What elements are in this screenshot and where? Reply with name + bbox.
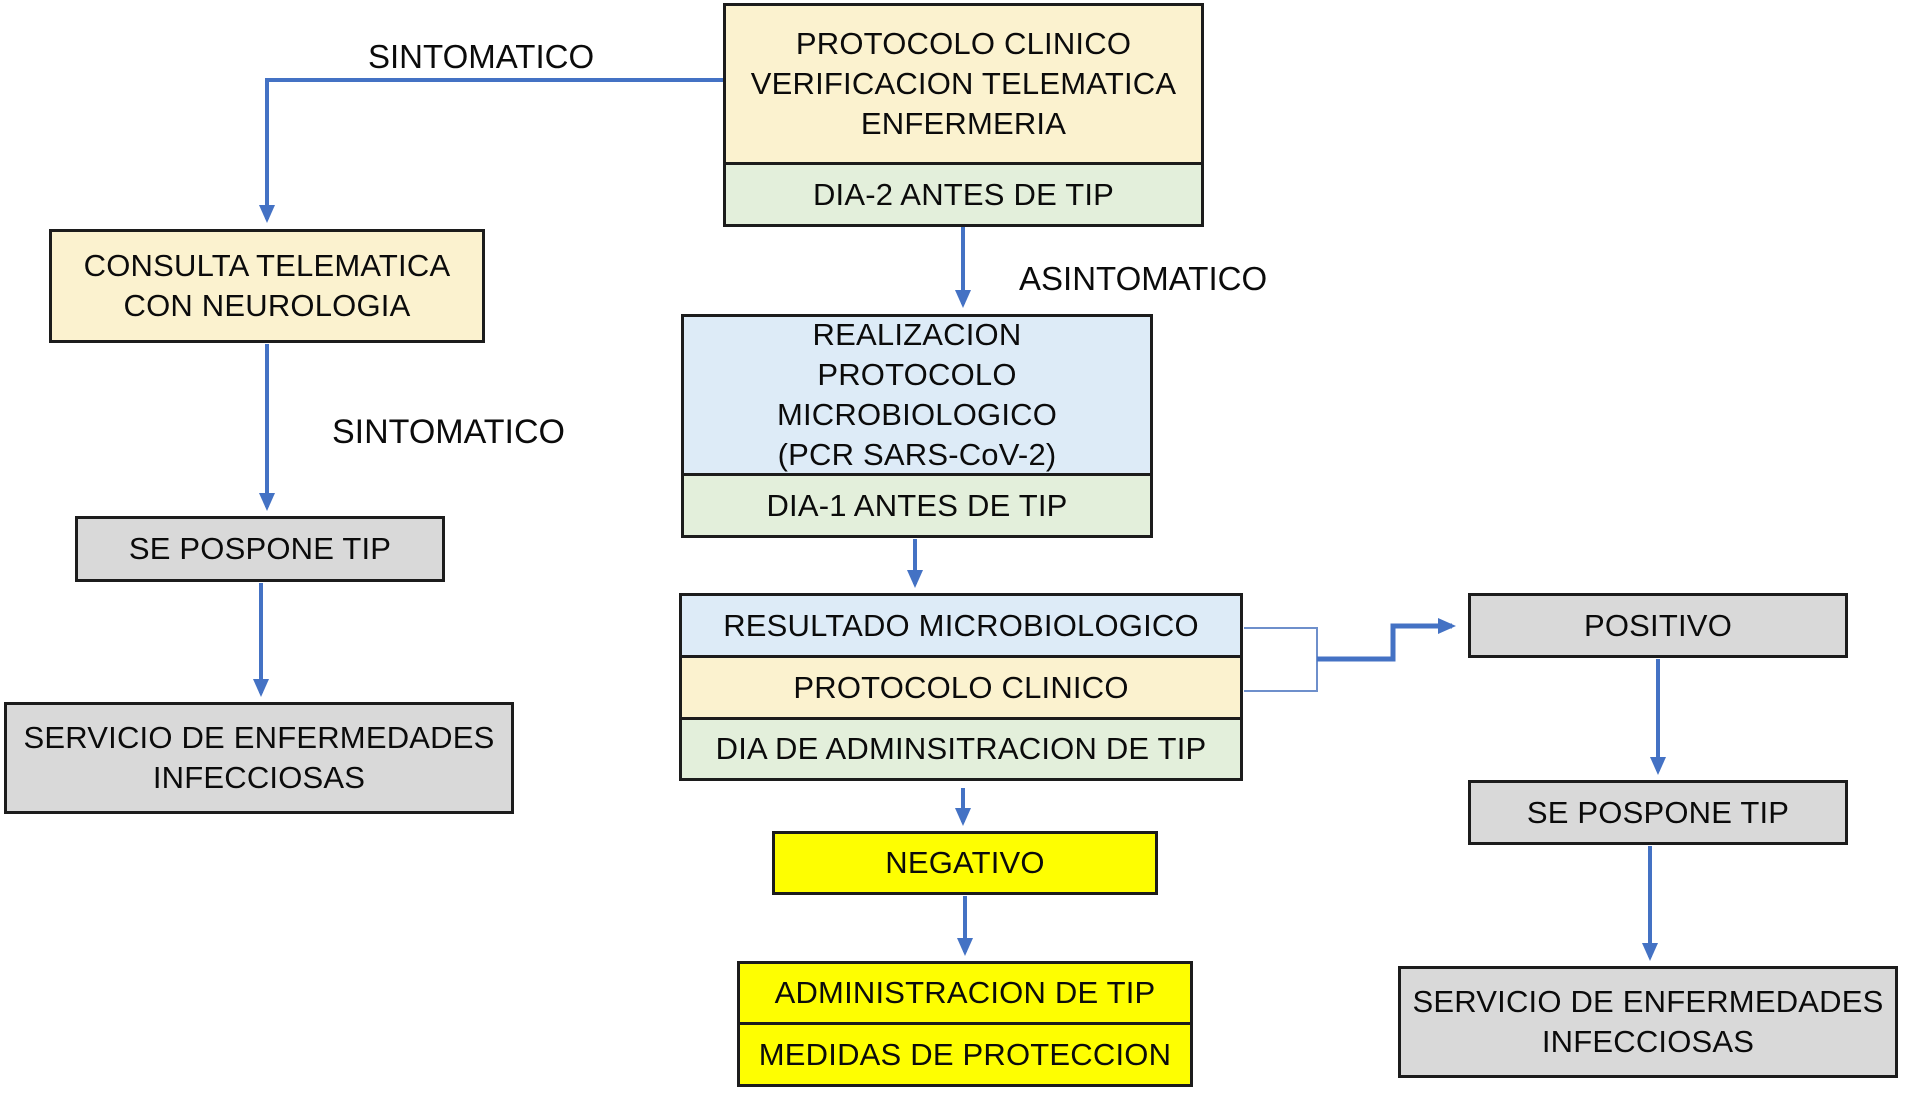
- node-positivo-text: POSITIVO: [1471, 596, 1845, 655]
- node-servicio-infecciosas-left-text: [7, 705, 511, 811]
- node-text-line: PROTOCOLO CLINICO: [795, 26, 1132, 61]
- node-realizacion-microbiologico: [681, 314, 1153, 538]
- node-resultado-microbiologico-s1: RESULTADO MICROBIOLOGICO: [682, 596, 1240, 655]
- node-text-line: CON NEUROLOGIA: [123, 288, 411, 323]
- node-negativo: [772, 831, 1158, 895]
- arrow-to-positivo: [1317, 626, 1452, 659]
- node-protocolo-clinico-title: [726, 6, 1201, 162]
- node-servicio-infecciosas-right-text: [1401, 969, 1895, 1075]
- node-administracion-tip: [737, 961, 1193, 1087]
- node-se-pospone-tip-left: [75, 516, 445, 582]
- arrow-sintomatico-elbow: [267, 80, 723, 219]
- node-text-line: VERIFICACION TELEMATICA: [750, 66, 1177, 101]
- node-administracion-tip-s2: MEDIDAS DE PROTECCION: [740, 1022, 1190, 1084]
- node-resultado-microbiologico-s2: PROTOCOLO CLINICO: [682, 655, 1240, 717]
- node-se-pospone-tip-left-text: SE POSPONE TIP: [78, 519, 442, 579]
- node-realizacion-microbiologico-title: [684, 317, 1150, 473]
- node-negativo-text: NEGATIVO: [775, 834, 1155, 892]
- node-consulta-telematica: [49, 229, 485, 343]
- node-text-line: SERVICIO DE ENFERMEDADES: [23, 720, 495, 755]
- edge-label-asintomatico: ASINTOMATICO: [1019, 260, 1268, 297]
- edge-label-sintomatico-top: SINTOMATICO: [368, 38, 595, 75]
- node-protocolo-clinico: [723, 3, 1204, 227]
- node-se-pospone-tip-right: [1468, 780, 1848, 845]
- node-text-line: ENFERMERIA: [860, 106, 1067, 141]
- node-positivo: [1468, 593, 1848, 658]
- node-administracion-tip-s1: ADMINISTRACION DE TIP: [740, 964, 1190, 1022]
- edge-label-sintomatico-mid: SINTOMATICO: [332, 413, 565, 451]
- node-text-line: INFECCIOSAS: [152, 760, 366, 795]
- node-text-line: PROTOCOLO MICROBIOLOGICO: [776, 357, 1058, 432]
- node-text-line: SERVICIO DE ENFERMEDADES: [1412, 984, 1884, 1019]
- node-text-line: (PCR SARS-CoV-2): [777, 437, 1057, 472]
- node-text-line: CONSULTA TELEMATICA: [83, 248, 451, 283]
- node-text-line: INFECCIOSAS: [1541, 1024, 1755, 1059]
- node-servicio-infecciosas-left: [4, 702, 514, 814]
- node-servicio-infecciosas-right: [1398, 966, 1898, 1078]
- node-text-line: REALIZACION: [812, 317, 1022, 352]
- node-realizacion-microbiologico-dia: DIA-1 ANTES DE TIP: [684, 473, 1150, 535]
- node-se-pospone-tip-right-text: SE POSPONE TIP: [1471, 783, 1845, 842]
- node-resultado-microbiologico-s3: DIA DE ADMINSITRACION DE TIP: [682, 717, 1240, 778]
- bracket-resultado-right: [1244, 628, 1317, 691]
- node-consulta-telematica-text: [52, 232, 482, 340]
- node-resultado-microbiologico: [679, 593, 1243, 781]
- node-protocolo-clinico-dia: DIA-2 ANTES DE TIP: [726, 162, 1201, 224]
